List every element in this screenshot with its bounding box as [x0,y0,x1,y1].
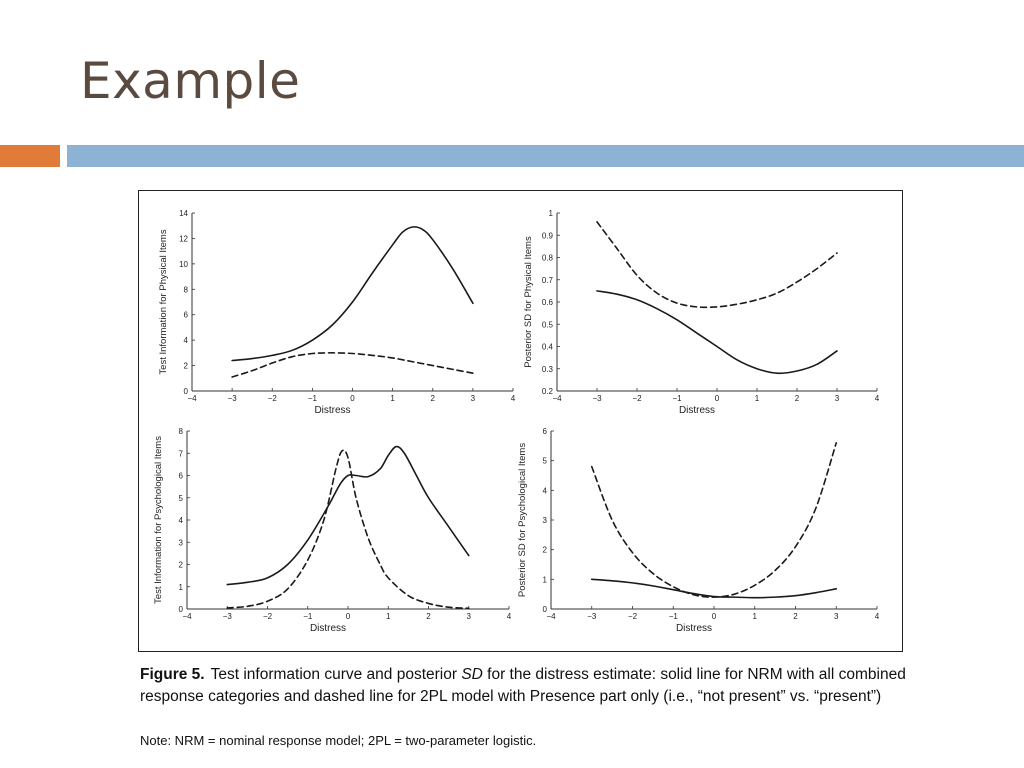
info-physical-series-nrm-line [232,227,473,361]
info-psychological-x-tick-label: 3 [466,612,471,621]
info-physical-y-tick-label: 12 [179,234,188,244]
info-physical-x-tick-label: −2 [267,394,277,403]
info-physical-y-tick-label: 2 [183,361,188,371]
sd-physical-x-axis-label: Distress [678,405,716,416]
info-physical-y-axis-label: Test Information for Physical Items [158,229,169,375]
info-psychological-y-tick-label: 5 [178,493,183,503]
sd-physical-y-tick-label: 0.7 [541,275,553,285]
sd-physical-y-tick-label: 0.4 [541,342,553,352]
info-psychological-series-2pl-line [227,450,469,608]
info-psychological-x-tick-label: −4 [182,612,192,621]
sd-psychological-y-tick-label: 4 [542,486,547,496]
info-psychological-y-axis-label: Test Information for Psychological Items [153,436,164,604]
sd-physical-y-tick-label: 0.9 [541,231,553,241]
info-psychological-y-tick-label: 7 [178,449,183,459]
sd-physical-x-tick-label: −1 [672,394,682,403]
info-psychological-x-tick-label: 4 [506,612,512,621]
info-physical-y-tick-label: 14 [179,209,188,218]
info-physical-x-tick-label: −4 [187,394,197,403]
info-physical-x-tick-label: 0 [350,394,355,403]
sd-physical-x-tick-label: −2 [632,394,642,403]
info-physical-y-tick-label: 0 [183,387,188,396]
sd-physical-y-tick-label: 1 [548,209,553,218]
figure-charts [139,191,901,650]
slide-title: Example [80,52,301,110]
info-psychological-x-tick-label: 0 [345,612,351,621]
info-physical-x-axis-label: Distress [314,405,351,416]
caption-sd: SD [461,666,483,683]
info-psychological-y-tick-label: 8 [178,427,183,436]
sd-physical-y-axis-label: Posterior SD for Physical Items [523,236,534,368]
sd-physical-y-tick-label: 0.3 [541,364,553,374]
info-psychological-series-nrm-line [227,447,469,585]
sd-physical-x-tick-label: 2 [794,394,800,403]
sd-psychological-x-tick-label: 3 [834,612,839,621]
info-psychological-x-tick-label: −3 [222,612,232,621]
figure-caption [140,664,915,708]
accent-bar-blue [67,145,1024,167]
sd-psychological-y-tick-label: 0 [542,605,547,614]
sd-psychological-x-tick-label: 1 [752,612,757,621]
info-psychological-x-tick-label: 1 [386,612,391,621]
info-psychological-x-tick-label: −1 [303,612,313,621]
sd-psychological-series-nrm-line [592,579,837,597]
sd-physical-y-tick-label: 0.6 [541,298,553,307]
sd-psychological-y-tick-label: 6 [542,427,547,436]
info-psychological-y-tick-label: 0 [178,605,183,614]
sd-physical-x-tick-label: 1 [754,394,760,403]
sd-physical-series-2pl-line [597,222,837,307]
info-physical-x-tick-label: 2 [430,394,435,403]
info-psychological-x-tick-label: −2 [262,612,273,621]
caption-text-a: Test information curve and posterior [210,666,462,683]
sd-physical-x-tick-label: 0 [714,394,720,403]
info-physical-y-tick-label: 10 [179,259,188,269]
info-physical-x-tick-label: 4 [510,394,516,403]
sd-psychological-x-tick-label: −1 [668,612,678,621]
figure-label: Figure 5. [140,666,205,683]
sd-physical-y-tick-label: 0.2 [541,387,553,396]
sd-psychological-x-tick-label: 0 [711,612,717,621]
sd-psychological-y-tick-label: 5 [542,456,547,466]
sd-physical-x-tick-label: −3 [592,394,602,403]
sd-psychological-x-tick-label: 2 [793,612,798,621]
info-physical-x-tick-label: 3 [470,394,476,403]
info-physical-y-tick-label: 4 [183,336,188,346]
info-physical-x-tick-label: 1 [390,394,395,403]
sd-physical-series-nrm-line [597,291,837,373]
info-physical-y-tick-label: 6 [183,310,188,320]
sd-psychological-y-axis-label: Posterior SD for Psychological Items [517,442,528,598]
caption-text-b: for the distress estimate: solid line for NRM with all combined response categories and dashed line for 2PL model with Presence part only (i.e., “not present” vs. “present”) [140,666,906,705]
sd-psychological-y-tick-label: 1 [542,575,547,585]
sd-psychological-series-2pl-line [592,443,837,597]
info-physical-x-tick-label: −3 [227,394,237,403]
info-physical-y-tick-label: 8 [183,285,188,295]
info-psychological-y-tick-label: 2 [178,560,183,570]
info-physical-x-tick-label: −1 [307,394,317,403]
sd-psychological-y-tick-label: 2 [542,545,547,555]
sd-physical-x-tick-label: −4 [552,394,562,403]
sd-psychological-x-tick-label: −4 [546,612,556,621]
info-psychological-x-axis-label: Distress [309,623,347,634]
sd-physical-x-tick-label: 4 [874,394,880,403]
info-psychological-y-tick-label: 4 [178,516,183,525]
sd-physical-y-tick-label: 0.5 [541,320,553,330]
figure-frame [138,190,903,652]
info-psychological-y-tick-label: 6 [178,471,183,481]
sd-physical-y-tick-label: 0.8 [541,253,553,263]
info-psychological-y-tick-label: 1 [178,582,183,592]
info-psychological-x-tick-label: 2 [426,612,431,621]
sd-psychological-x-tick-label: −2 [627,612,638,621]
accent-bar-orange [0,145,60,167]
figure-note: Note: NRM = nominal response model; 2PL = two-parameter logistic. [140,733,537,748]
sd-psychological-y-tick-label: 3 [542,516,547,525]
sd-psychological-x-axis-label: Distress [675,623,713,634]
sd-psychological-x-tick-label: 4 [874,612,880,621]
sd-psychological-x-tick-label: −3 [587,612,597,621]
info-psychological-y-tick-label: 3 [178,538,183,548]
sd-physical-x-tick-label: 3 [834,394,840,403]
